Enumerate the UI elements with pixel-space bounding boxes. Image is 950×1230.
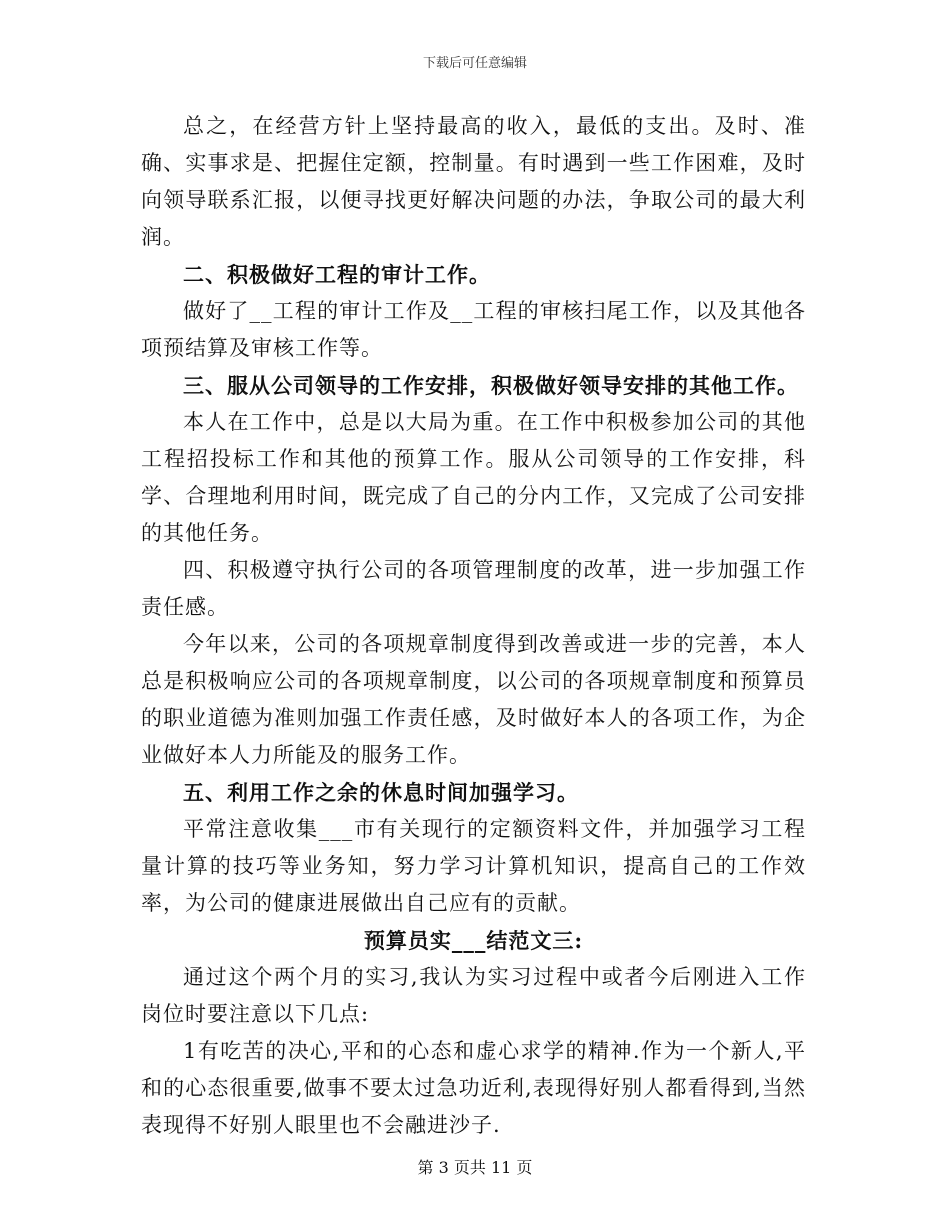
section-heading-rules: 四、积极遵守执行公司的各项管理制度的改革，进一步加强工作责任感。 [141,558,806,619]
paragraph-rules: 今年以来，公司的各项规章制度得到改善或进一步的完善，本人总是积极响应公司的各项规章制度，以公司的各项规章制度和预算员的职业道德为准则加强工作责任感，及时做好本人的各项工作，为企业做好本人力所能及的服务工作。 [141,632,806,767]
paragraph-point-1: 1有吃苦的决心,平和的心态和虚心求学的精神.作为一个新人,平和的心态很重要,做事不要太过急功近利,表现得好别人都看得到,当然表现得不好别人眼里也不会融进沙子. [141,1039,806,1137]
section-heading-obey: 三、服从公司领导的工作安排，积极做好领导安排的其他工作。 [183,373,799,398]
page-header: 下载后可任意编辑 [422,56,527,71]
paragraph-study: 平常注意收集___市有关现行的定额资料文件，并加强学习工程量计算的技巧等业务知，努力学习计算机知识，提高自己的工作效率，为公司的健康进展做出自己应有的贡献。 [141,817,806,915]
paragraph-audit: 做好了__工程的审计工作及__工程的审核扫尾工作，以及其他各项预结算及审核工作等。 [141,299,806,360]
page-number: 第 3 页共 11 页 [417,1158,533,1177]
article-title: 预算员实___结范文三: [363,928,584,953]
paragraph-obey: 本人在工作中，总是以大局为重。在工作中积极参加公司的其他工程招投标工作和其他的预算工作。服从公司领导的工作安排，科学、合理地利用时间，既完成了自己的分内工作，又完成了公司安排的其他任务。 [141,410,806,545]
paragraph-intro: 通过这个两个月的实习,我认为实习过程中或者今后刚进入工作岗位时要注意以下几点: [141,965,806,1026]
document-body [141,108,806,1144]
section-heading-audit: 二、积极做好工程的审计工作。 [183,262,491,287]
section-heading-study: 五、利用工作之余的休息时间加强学习。 [183,780,579,805]
paragraph-summary: 总之，在经营方针上坚持最高的收入，最低的支出。及时、准确、实事求是、把握住定额，控制量。有时遇到一些工作困难，及时向领导联系汇报，以便寻找更好解决问题的办法，争取公司的最大利润。 [141,114,806,249]
